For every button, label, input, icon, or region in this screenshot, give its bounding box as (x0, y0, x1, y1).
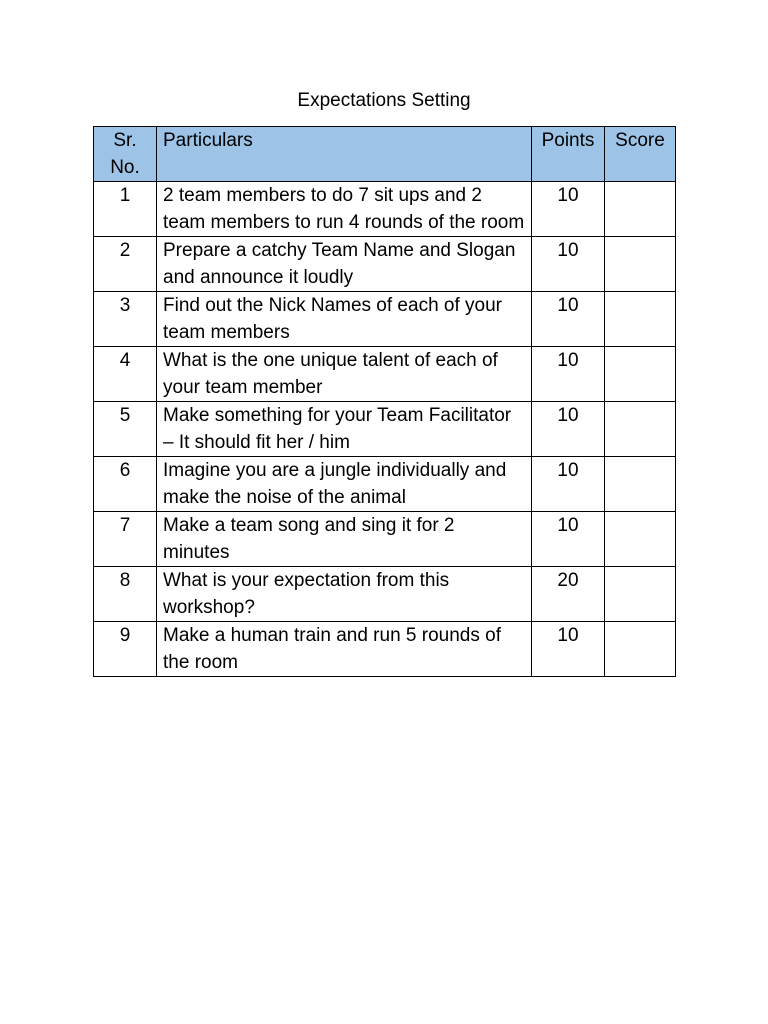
cell-sr-no: 7 (94, 512, 157, 567)
cell-points: 10 (532, 347, 605, 402)
table-header-row (94, 127, 676, 182)
table-row (94, 567, 676, 622)
header-score: Score (605, 127, 676, 182)
cell-sr-no: 2 (94, 237, 157, 292)
cell-particulars: 2 team members to do 7 sit ups and 2 team members to run 4 rounds of the room (157, 182, 532, 237)
cell-points: 10 (532, 622, 605, 677)
header-particulars: Particulars (157, 127, 532, 182)
cell-score (605, 567, 676, 622)
cell-particulars: Make a human train and run 5 rounds of the room (157, 622, 532, 677)
cell-sr-no: 6 (94, 457, 157, 512)
cell-particulars: Make something for your Team Facilitator – It should fit her / him (157, 402, 532, 457)
cell-particulars: Find out the Nick Names of each of your team members (157, 292, 532, 347)
cell-score (605, 512, 676, 567)
cell-score (605, 182, 676, 237)
table-row (94, 622, 676, 677)
cell-particulars: Make a team song and sing it for 2 minutes (157, 512, 532, 567)
cell-points: 10 (532, 402, 605, 457)
page-title: Expectations Setting (297, 90, 471, 111)
cell-particulars: What is your expectation from this workshop? (157, 567, 532, 622)
table-row (94, 182, 676, 237)
cell-sr-no: 1 (94, 182, 157, 237)
table-row (94, 237, 676, 292)
cell-particulars: Imagine you are a jungle individually and make the noise of the animal (157, 457, 532, 512)
cell-points: 10 (532, 512, 605, 567)
cell-score (605, 457, 676, 512)
cell-points: 10 (532, 292, 605, 347)
cell-points: 20 (532, 567, 605, 622)
cell-score (605, 347, 676, 402)
cell-points: 10 (532, 237, 605, 292)
cell-score (605, 237, 676, 292)
header-sr-no: Sr. No. (94, 127, 157, 182)
table-row (94, 402, 676, 457)
table-row (94, 512, 676, 567)
cell-points: 10 (532, 457, 605, 512)
table-row (94, 347, 676, 402)
cell-score (605, 622, 676, 677)
cell-score (605, 292, 676, 347)
table-row (94, 292, 676, 347)
cell-sr-no: 5 (94, 402, 157, 457)
cell-sr-no: 4 (94, 347, 157, 402)
cell-particulars: What is the one unique talent of each of your team member (157, 347, 532, 402)
table-row (94, 457, 676, 512)
cell-score (605, 402, 676, 457)
cell-sr-no: 3 (94, 292, 157, 347)
cell-points: 10 (532, 182, 605, 237)
cell-sr-no: 8 (94, 567, 157, 622)
cell-sr-no: 9 (94, 622, 157, 677)
expectations-table (93, 126, 676, 677)
cell-particulars: Prepare a catchy Team Name and Slogan and announce it loudly (157, 237, 532, 292)
header-points: Points (532, 127, 605, 182)
